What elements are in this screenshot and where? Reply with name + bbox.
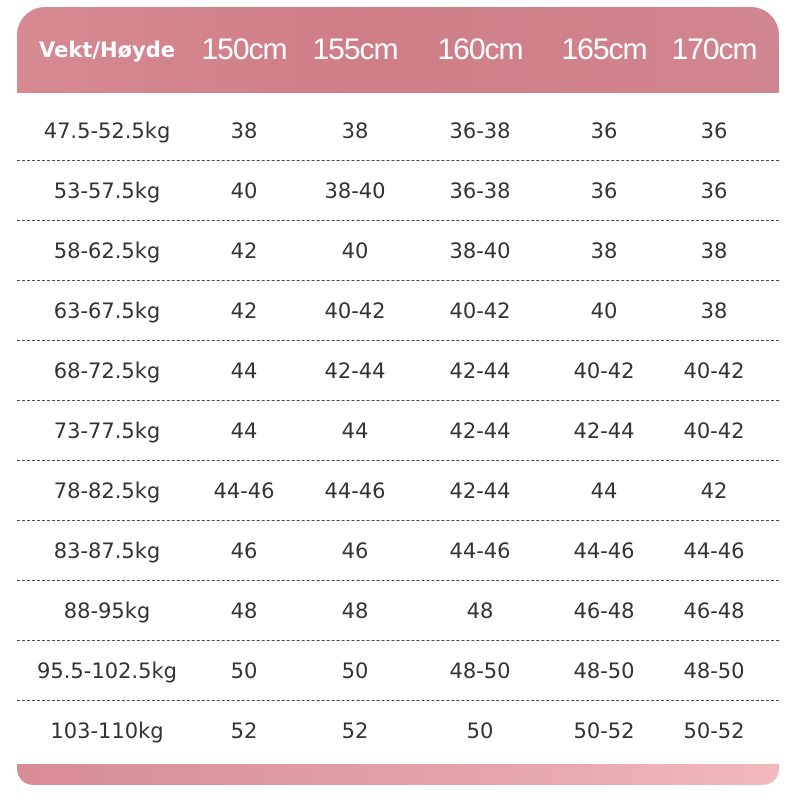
size-cell: 46-48: [573, 599, 635, 623]
size-cell: 42-44: [449, 359, 511, 383]
weight-cell: 78-82.5kg: [53, 479, 161, 503]
header-weight-height: Vekt/Høyde: [39, 38, 175, 62]
header-height-170: 170cm: [671, 33, 757, 66]
header-height-150: 150cm: [201, 33, 287, 66]
size-cell: 42: [700, 479, 728, 503]
size-cell: 38-40: [324, 179, 386, 203]
size-cell: 38: [700, 299, 728, 323]
table-row: [17, 641, 779, 701]
weight-cell: 95.5-102.5kg: [37, 659, 177, 683]
table-row: [17, 281, 779, 341]
size-cell: 44-46: [213, 479, 275, 503]
weight-cell: 58-62.5kg: [53, 239, 161, 263]
size-cell: 50: [230, 659, 258, 683]
size-cell: 48: [230, 599, 258, 623]
size-cell: 36: [700, 179, 728, 203]
weight-cell: 53-57.5kg: [53, 179, 161, 203]
table-row: [17, 701, 779, 761]
size-cell: 42-44: [324, 359, 386, 383]
size-cell: 50-52: [683, 719, 745, 743]
size-chart-card: [17, 7, 779, 785]
size-cell: 36: [700, 119, 728, 143]
weight-cell: 73-77.5kg: [53, 419, 161, 443]
size-cell: 48-50: [449, 659, 511, 683]
header-height-165: 165cm: [561, 33, 647, 66]
table-row: [17, 341, 779, 401]
size-cell: 44: [230, 359, 258, 383]
weight-cell: 68-72.5kg: [53, 359, 161, 383]
size-cell: 50: [341, 659, 369, 683]
weight-cell: 47.5-52.5kg: [43, 119, 171, 143]
table-row: [17, 221, 779, 281]
size-cell: 36-38: [449, 119, 511, 143]
header-height-160: 160cm: [437, 33, 523, 66]
size-cell: 50-52: [573, 719, 635, 743]
size-cell: 38: [590, 239, 618, 263]
size-cell: 42-44: [573, 419, 635, 443]
size-cell: 38: [230, 119, 258, 143]
table-row: [17, 161, 779, 221]
table-row: [17, 401, 779, 461]
weight-cell: 63-67.5kg: [53, 299, 161, 323]
table-body: [17, 101, 779, 761]
size-cell: 50: [466, 719, 494, 743]
size-cell: 36: [590, 119, 618, 143]
size-cell: 42: [230, 239, 258, 263]
size-cell: 52: [341, 719, 369, 743]
size-cell: 48: [341, 599, 369, 623]
size-cell: 38: [700, 239, 728, 263]
size-cell: 44: [230, 419, 258, 443]
table-row: [17, 461, 779, 521]
size-cell: 46: [341, 539, 369, 563]
size-cell: 42: [230, 299, 258, 323]
size-cell: 40-42: [449, 299, 511, 323]
size-cell: 48: [466, 599, 494, 623]
size-cell: 40: [590, 299, 618, 323]
size-cell: 38: [341, 119, 369, 143]
size-cell: 40: [230, 179, 258, 203]
size-cell: 40-42: [683, 419, 745, 443]
size-cell: 42-44: [449, 479, 511, 503]
size-cell: 44-46: [573, 539, 635, 563]
table-row: [17, 101, 779, 161]
weight-cell: 103-110kg: [50, 719, 164, 743]
size-cell: 36-38: [449, 179, 511, 203]
weight-cell: 88-95kg: [63, 599, 151, 623]
size-cell: 44: [590, 479, 618, 503]
weight-cell: 83-87.5kg: [53, 539, 161, 563]
size-cell: 40-42: [683, 359, 745, 383]
table-footer-bar: [17, 764, 779, 785]
size-cell: 40-42: [573, 359, 635, 383]
size-cell: 44: [341, 419, 369, 443]
size-cell: 46-48: [683, 599, 745, 623]
table-row: [17, 581, 779, 641]
size-cell: 44-46: [449, 539, 511, 563]
size-cell: 52: [230, 719, 258, 743]
header-height-155: 155cm: [312, 33, 398, 66]
size-cell: 44-46: [683, 539, 745, 563]
size-cell: 46: [230, 539, 258, 563]
size-cell: 36: [590, 179, 618, 203]
size-cell: 48-50: [573, 659, 635, 683]
table-header: [17, 7, 779, 93]
size-cell: 44-46: [324, 479, 386, 503]
table-row: [17, 521, 779, 581]
size-cell: 38-40: [449, 239, 511, 263]
size-cell: 42-44: [449, 419, 511, 443]
size-cell: 40-42: [324, 299, 386, 323]
size-cell: 40: [341, 239, 369, 263]
size-cell: 48-50: [683, 659, 745, 683]
